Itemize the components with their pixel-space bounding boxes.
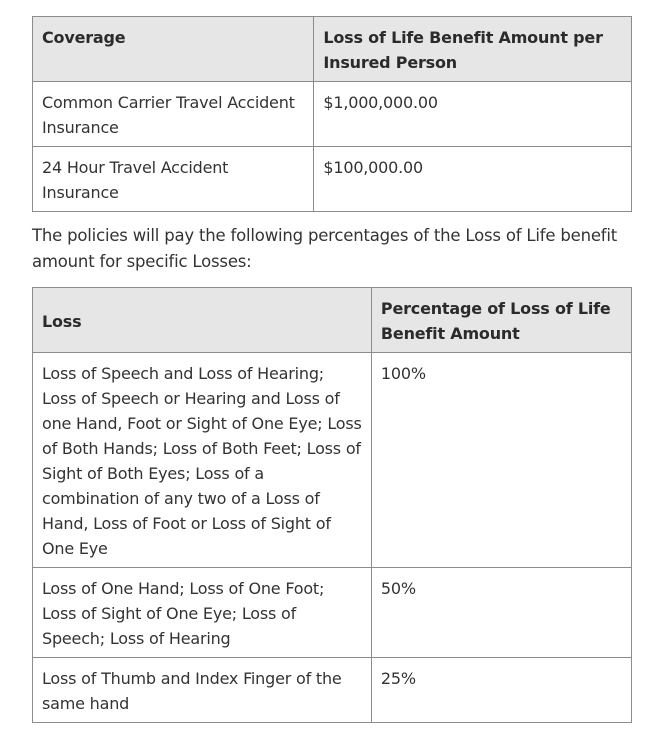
percentage-cell: 50% (371, 568, 631, 658)
table-row (33, 82, 632, 147)
table-row (33, 147, 632, 212)
loss-header: Loss (33, 288, 372, 353)
coverage-cell: 24 Hour Travel Accident Insurance (33, 147, 314, 212)
table-row (33, 353, 632, 568)
amount-cell: $100,000.00 (314, 147, 632, 212)
intro-paragraph: The policies will pay the following percentages of the Loss of Life benefit amount for specific Losses: (32, 226, 618, 271)
loss-table (32, 287, 632, 723)
table-row (33, 568, 632, 658)
percentage-header: Percentage of Loss of Life Benefit Amount (371, 288, 631, 353)
amount-cell: $1,000,000.00 (314, 82, 632, 147)
coverage-table (32, 16, 632, 212)
percentage-cell: 25% (371, 658, 631, 723)
coverage-header: Coverage (33, 17, 314, 82)
coverage-table-header (33, 17, 632, 82)
loss-table-header (33, 288, 632, 353)
loss-cell: Loss of Thumb and Index Finger of the same hand (33, 658, 372, 723)
loss-cell: Loss of Speech and Loss of Hearing; Loss of Speech or Hearing and Loss of one Hand, Foot or Sight of One Eye; Loss of Both Hands; Loss of Both Feet; Loss of Sight of Both Eyes; Loss of a combination of any two of a Loss of Hand, Loss of Foot or Loss of Sight of One Eye (33, 353, 372, 568)
table-row (33, 658, 632, 723)
percentage-cell: 100% (371, 353, 631, 568)
benefit-amount-header: Loss of Life Benefit Amount per Insured Person (314, 17, 632, 82)
coverage-cell: Common Carrier Travel Accident Insurance (33, 82, 314, 147)
loss-cell: Loss of One Hand; Loss of One Foot; Loss of Sight of One Eye; Loss of Speech; Loss of Hearing (33, 568, 372, 658)
